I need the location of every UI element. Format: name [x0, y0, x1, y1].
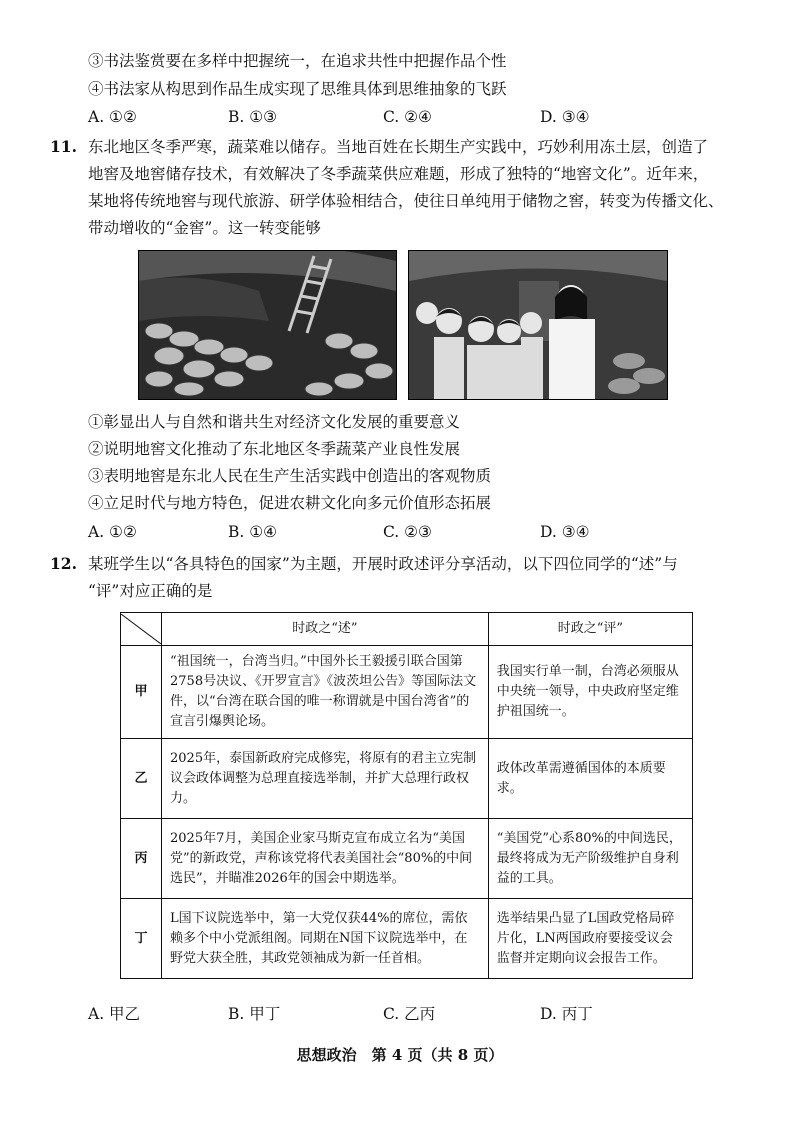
row-ping-ding: 选举结果凸显了L国政党格局碎片化，LN两国政府要接受议会监督并定期向议会报告工作。 — [488, 899, 692, 979]
table-row — [121, 646, 693, 739]
q10-statement-4: ④书法家从构思到作品生成实现了思维具体到思维抽象的飞跃 — [88, 80, 507, 98]
q12-option-c: C. 乙丙 — [383, 1005, 436, 1023]
q11-stem-line: 东北地区冬季严寒，蔬菜难以储存。当地百姓在长期生产实践中，巧妙利用冻土层，创造了 — [88, 138, 709, 156]
q11-stem-line: 地窖及地窖储存技术，有效解决了冬季蔬菜供应难题，形成了独特的“地窖文化”。近年来， — [88, 165, 709, 183]
row-shu-bing: 2025年7月，美国企业家马斯克宣布成立名为“美国党”的新政党，声称该党将代表美国社会“80%的中间选民”，并瞄准2026年的国会中期选举。 — [162, 819, 489, 899]
study-tour-photo — [408, 250, 668, 400]
study-tour-illustration — [409, 251, 667, 399]
row-label-yi: 乙 — [121, 739, 162, 819]
cellar-storage-illustration — [139, 251, 396, 399]
row-shu-ding: L国下议院选举中，第一大党仅获44%的席位，需依赖多个中小党派组阁。同期在N国下议院选举中，在野党大获全胜，其政党领袖成为新一任首相。 — [162, 899, 489, 979]
table-row — [121, 739, 693, 819]
page-footer: 思想政治 第 4 页（共 8 页） — [296, 1046, 504, 1064]
q11-statement-3: ③表明地窖是东北人民在生产生活实践中创造出的客观物质 — [88, 467, 492, 485]
row-ping-yi: 政体改革需遵循国体的本质要求。 — [488, 739, 692, 819]
q12-option-a: A. 甲乙 — [88, 1005, 141, 1023]
header-ping: 时政之“评” — [488, 613, 692, 646]
table-header-row — [121, 613, 693, 646]
table-row — [121, 819, 693, 899]
row-shu-yi: 2025年，泰国新政府完成修宪，将原有的君主立宪制议会政体调整为总理直接选举制，并扩大总理行政权力。 — [162, 739, 489, 819]
row-label-bing: 丙 — [121, 819, 162, 899]
q11-statement-4: ④立足时代与地方特色，促进农耕文化向多元价值形态拓展 — [88, 494, 492, 512]
q12-number: 12. — [50, 554, 77, 573]
commentary-table — [120, 612, 693, 979]
q12-option-b: B. 甲丁 — [228, 1005, 281, 1023]
q11-option-c: C. ②③ — [383, 523, 432, 541]
q11-stem-line: 某地将传统地窖与现代旅游、研学体验相结合，使往日单纯用于储物之窖，转变为传播文化、 — [88, 192, 724, 210]
header-shu: 时政之“述” — [162, 613, 489, 646]
q12-stem-line: 某班学生以“各具特色的国家”为主题，开展时政述评分享活动，以下四位同学的“述”与 — [88, 555, 678, 573]
table-row — [121, 899, 693, 979]
row-label-jia: 甲 — [121, 646, 162, 739]
q10-option-c: C. ②④ — [383, 108, 432, 126]
q10-statement-3: ③书法鉴赏要在多样中把握统一，在追求共性中把握作品个性 — [88, 52, 507, 70]
table-corner-cell — [121, 613, 162, 646]
row-ping-bing: “美国党”心系80%的中间选民，最终将成为无产阶级维护自身利益的工具。 — [488, 819, 692, 899]
row-shu-jia: “祖国统一，台湾当归。”中国外长王毅援引联合国第2758号决议、《开罗宣言》《波茨坦公告》等国际法文件，以“台湾在联合国的唯一称谓就是中国台湾省”的宣言引爆舆论场。 — [162, 646, 489, 739]
q11-option-b: B. ①④ — [228, 523, 278, 541]
q10-option-b: B. ①③ — [228, 108, 278, 126]
diagonal-line-icon — [121, 614, 161, 644]
q11-option-a: A. ①② — [88, 523, 137, 541]
q11-statement-1: ①彰显出人与自然和谐共生对经济文化发展的重要意义 — [88, 413, 461, 431]
q10-option-d: D. ③④ — [540, 108, 590, 126]
q11-statement-2: ②说明地窖文化推动了东北地区冬季蔬菜产业良性发展 — [88, 440, 461, 458]
q11-stem-line: 带动增收的“金窖”。这一转变能够 — [88, 219, 321, 237]
cellar-storage-photo — [138, 250, 397, 400]
q11-option-d: D. ③④ — [540, 523, 590, 541]
row-label-ding: 丁 — [121, 899, 162, 979]
q11-number: 11. — [50, 137, 77, 156]
row-ping-jia: 我国实行单一制，台湾必须服从中央统一领导，中央政府坚定维护祖国统一。 — [488, 646, 692, 739]
q12-stem-line: “评”对应正确的是 — [88, 582, 213, 600]
q10-option-a: A. ①② — [88, 108, 137, 126]
q12-option-d: D. 丙丁 — [540, 1005, 593, 1023]
